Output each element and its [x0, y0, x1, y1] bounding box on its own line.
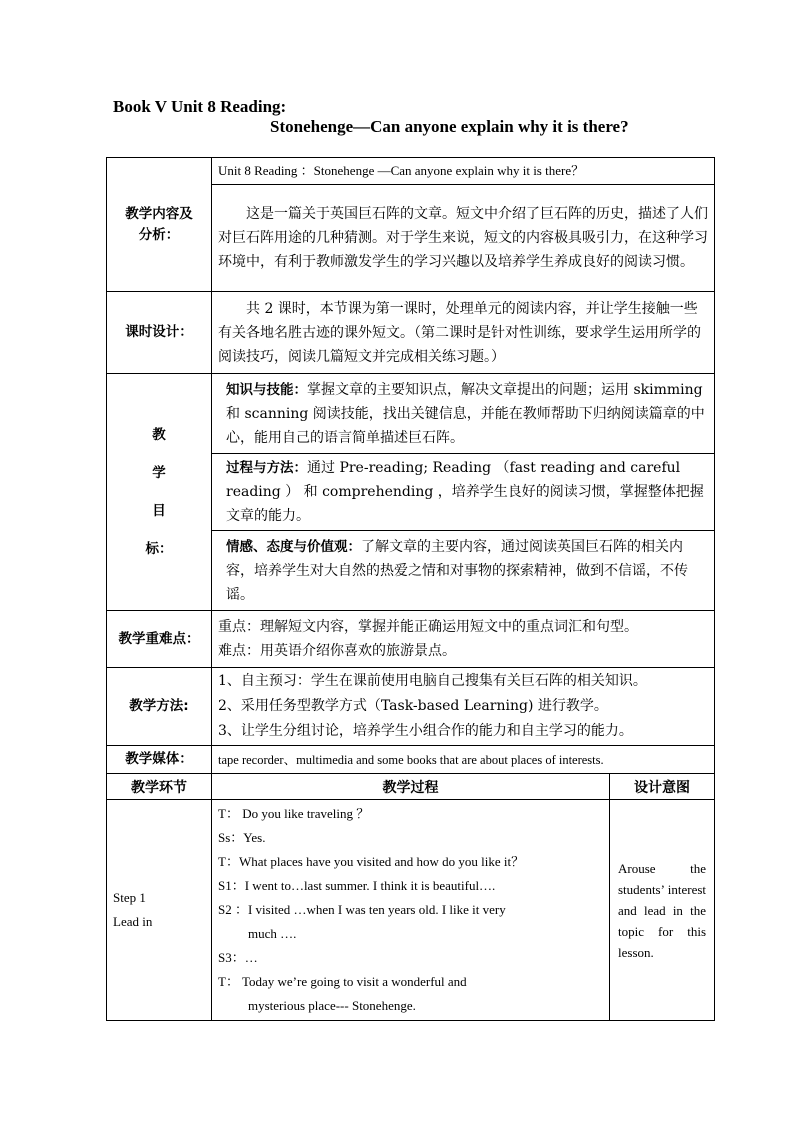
dialogue-line: S2 ：I visited …when I was ten years old. I like it very — [218, 902, 506, 917]
schedule-text: 共 2 课时，本节课为第一课时，处理单元的阅读内容，并让学生接触一些有关各地名胜古迹的课外短文。（第二课时是针对性训练，要求学生运用所学的阅读技巧，阅读几篇短文并完成相关练习题。） — [212, 292, 715, 374]
objectives-label-char-2: 学 — [152, 465, 166, 481]
attitude-text: 了解文章的主要内容，通过阅读英国巨石阵的相关内容，培养学生对大自然的热爱之情和对事物的探索精神，做到不信谣，不传谣。 — [226, 538, 688, 603]
media-text: tape recorder、multimedia and some books that are about places of interests. — [212, 746, 715, 774]
dialogue-line: mysterious place--- Stonehenge. — [248, 998, 416, 1013]
dialogue-line: Ss：Yes. — [218, 830, 266, 845]
objectives-label — [107, 374, 212, 611]
knowledge-title: 知识与技能： — [226, 381, 307, 398]
method-item: 1、自主预习：学生在课前使用电脑自己搜集有关巨石阵的相关知识。 — [218, 673, 647, 689]
dialogue-line: S1：I went to…last summer. I think it is beautiful…. — [218, 878, 496, 893]
media-label: 教学媒体： — [107, 746, 212, 774]
objectives-label-char-3: 目 — [152, 503, 166, 519]
content-analysis: 这是一篇关于英国巨石阵的文章。短文中介绍了巨石阵的历史，描述了人们对巨石阵用途的几种猜测。对于学生来说，短文的内容极具吸引力，在这种学习环境中，有利于教师激发学生的学习兴趣以及培养学生养成良好的阅读习惯。 — [212, 185, 715, 292]
objective-knowledge — [212, 374, 715, 454]
dialogue-line: much …. — [248, 926, 297, 941]
keypoints-focus: 重点：理解短文内容，掌握并能正确运用短文中的重点词汇和句型。 — [218, 619, 638, 635]
objective-process — [212, 454, 715, 531]
intent-text: Arouse the students’ interest and lead in the topic for this lesson. — [618, 860, 707, 960]
objective-attitude — [212, 531, 715, 611]
step-sub: Lead in — [113, 914, 153, 929]
header-stage: 教学环节 — [107, 774, 212, 800]
objectives-label-char-4: 标： — [145, 541, 173, 557]
methods-cell — [212, 668, 715, 746]
dialogue-line: T： Today we’re going to visit a wonderful and — [218, 974, 467, 989]
step-cell — [107, 800, 212, 1021]
lesson-plan-table — [106, 157, 715, 1021]
methods-label: 教学方法: — [107, 668, 212, 746]
method-item: 3、让学生分组讨论，培养学生小组合作的能力和自主学习的能力。 — [218, 723, 633, 739]
attitude-title: 情感、态度与价值观： — [226, 538, 361, 555]
objectives-label-char-1: 教 — [152, 427, 166, 443]
header-intent: 设计意图 — [610, 774, 715, 800]
keypoints-cell — [212, 611, 715, 668]
unit-line: Unit 8 Reading ：Stonehenge —Can anyone explain why it is there？ — [212, 158, 715, 185]
method-item: 2、采用任务型教学方式（Task-based Learning) 进行教学。 — [218, 698, 608, 714]
step-name: Step 1 — [113, 890, 146, 905]
dialogue-line: T：What places have you visited and how do you like it？ — [218, 854, 525, 869]
content-label: 教学内容及分析： — [125, 205, 193, 243]
dialogue-cell — [212, 800, 610, 1021]
dialogue-line: T： Do you like traveling ？ — [218, 806, 370, 821]
header-process: 教学过程 — [212, 774, 610, 800]
dialogue-line: S3：… — [218, 950, 258, 965]
content-label-cell — [107, 158, 212, 292]
process-text: 通过 Pre-reading; Reading （fast reading and careful reading ） 和 comprehending ，培养学生良好的阅读习惯，掌握整体把握文章的能力。 — [226, 460, 704, 524]
doc-title-line2: Stonehenge—Can anyone explain why it is there? — [270, 117, 629, 136]
intent-cell — [610, 800, 715, 1021]
schedule-label: 课时设计： — [107, 292, 212, 374]
doc-title-line1: Book V Unit 8 Reading: — [113, 97, 287, 116]
keypoints-label: 教学重难点： — [107, 611, 212, 668]
process-title: 过程与方法： — [226, 460, 307, 476]
keypoints-difficulty: 难点：用英语介绍你喜欢的旅游景点。 — [218, 643, 456, 659]
knowledge-text: 掌握文章的主要知识点，解决文章提出的问题；运用 skimming 和 scanning 阅读技能，找出关键信息，并能在教师帮助下归纳阅读篇章的中心，能用自己的语言简单描述巨石阵。 — [226, 381, 705, 446]
